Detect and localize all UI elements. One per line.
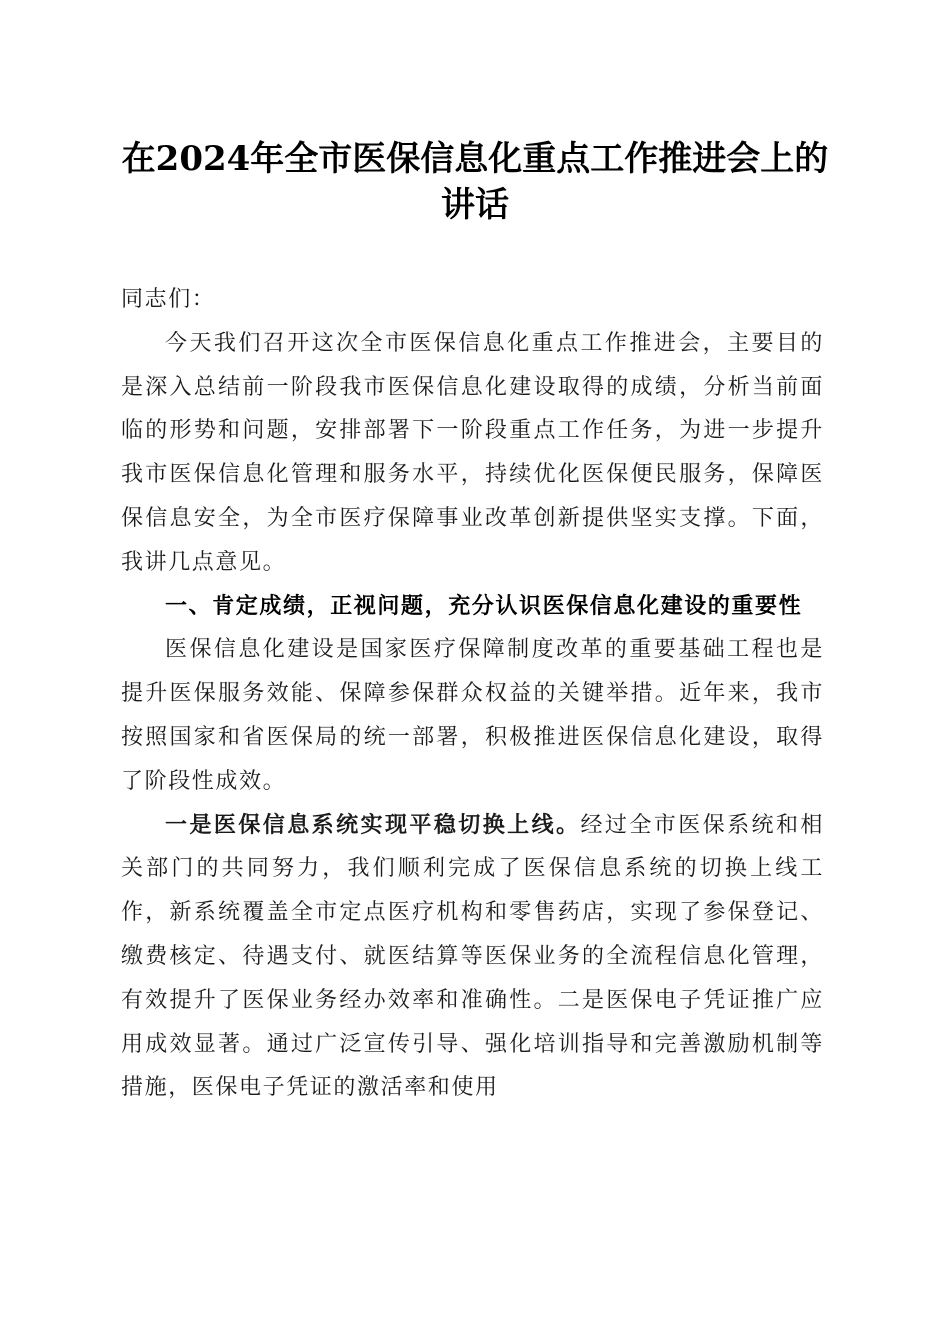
document-title: 在2024年全市医保信息化重点工作推进会上的讲话 xyxy=(121,139,829,225)
paragraph-lead: 一是医保信息系统实现平稳切换上线。 xyxy=(165,811,581,838)
section1-paragraph-2 xyxy=(121,804,824,1111)
paragraph-text: 经过全市医保系统和相关部门的共同努力，我们顺利完成了医保信息系统的切换上线工作，新系统覆盖全市定点医疗机构和零售药店，实现了参保登记、缴费核定、待遇支付、就医结算等医保业务的全流程信息化管理，有效提升了医保业务经办效率和准确性。二是医保电子凭证推广应用成效显著。通过广泛宣传引导、强化培训指导和完善激励机制等措施，医保电子凭证的激活率和使用 xyxy=(121,812,824,1101)
intro-paragraph: 今天我们召开这次全市医保信息化重点工作推进会，主要目的是深入总结前一阶段我市医保信息化建设取得的成绩，分析当前面临的形势和问题，安排部署下一阶段重点工作任务，为进一步提升我市医保信息化管理和服务水平，持续优化医保便民服务，保障医保信息安全，为全市医疗保障事业改革创新提供坚实支撑。下面，我讲几点意见。 xyxy=(121,330,824,575)
section-heading-1: 一、肯定成绩，正视问题，充分认识医保信息化建设的重要性 xyxy=(165,593,803,619)
document-body xyxy=(121,278,824,1110)
greeting: 同志们： xyxy=(121,287,216,312)
section1-paragraph-1: 医保信息化建设是国家医疗保障制度改革的重要基础工程也是提升医保服务效能、保障参保群众权益的关键举措。近年来，我市按照国家和省医保局的统一部署，积极推进医保信息化建设，取得了阶段性成效。 xyxy=(121,637,824,794)
